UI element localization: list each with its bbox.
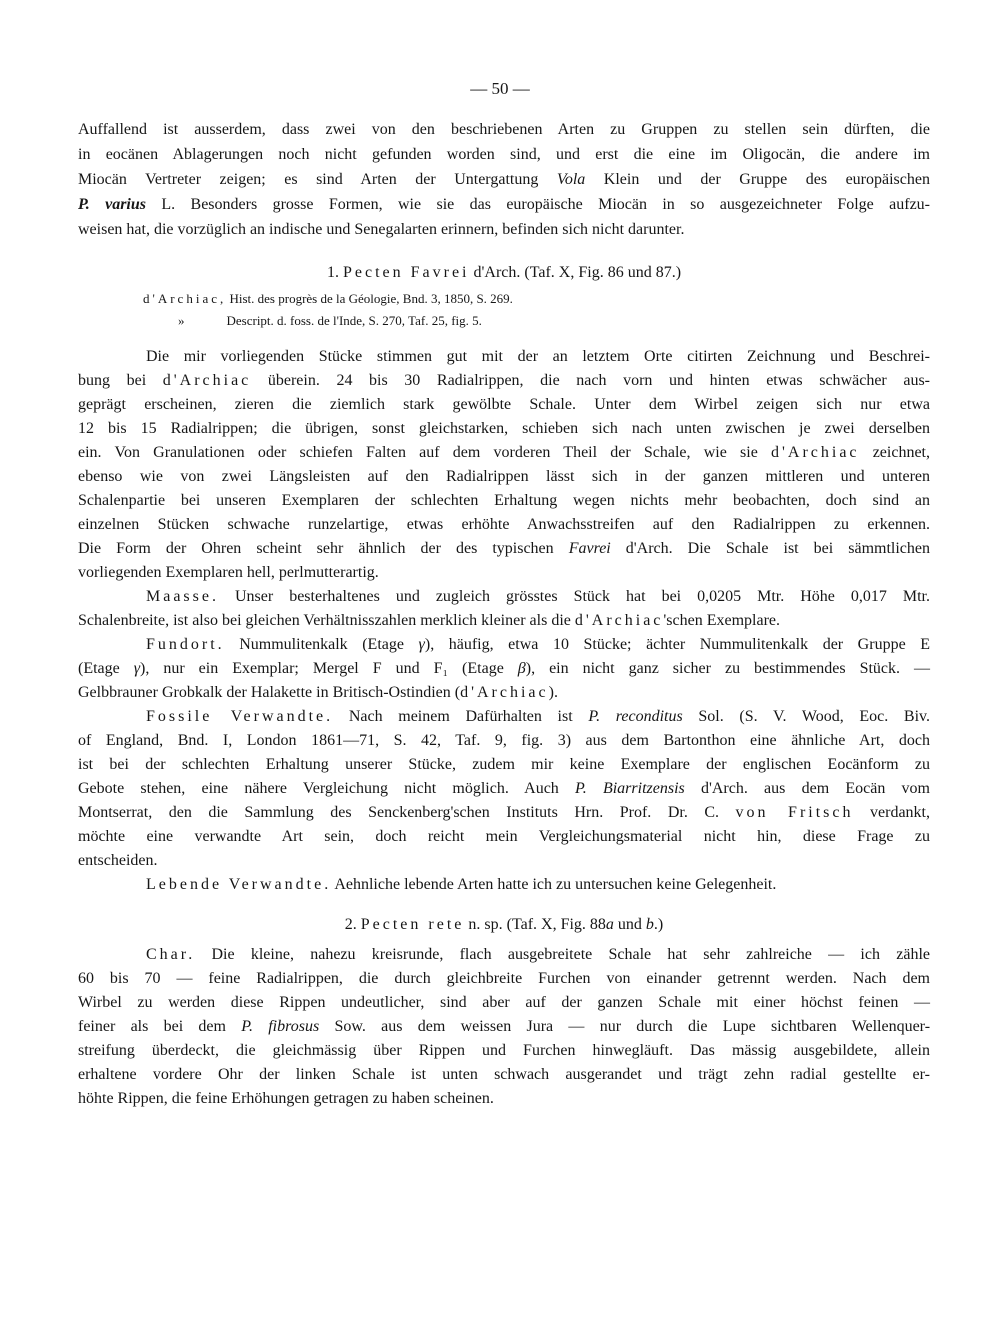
text-line: Die Form der Ohren scheint sehr ähnlich der des typischen Favrei d'Arch. Die Schale ist bei sämmtlichen xyxy=(78,540,930,557)
text-line: P. varius L. Besonders grosse Formen, wie sie das europäische Miocän in so ausgezeichneter Folge aufzu- xyxy=(78,196,931,213)
text-line: möchte eine verwandte Art sein, doch reicht mein Vergleichungsmaterial nicht hin, diese Frage zu xyxy=(78,828,930,845)
text-line: geprägt erscheinen, zieren die ziemlich stark gewölbte Schale. Unter dem Wirbel zeigen sich nur etwa xyxy=(78,396,930,413)
species-heading: 2. Pecten rete n. sp. (Taf. X, Fig. 88a und b.) xyxy=(344,916,664,933)
text-line: Schalenpartie bei unseren Exemplaren der schlechten Erhaltung wegen nichts mehr beobachten, doch sind an xyxy=(78,492,930,509)
text-line: Montserrat, den die Sammlung des Senckenberg'schen Instituts Hrn. Prof. Dr. C. von Fritsch verdankt, xyxy=(78,804,930,821)
text-line: ist bei der schlechten Erhaltung unserer Stücke, zudem mir keine Exemplare der englischen Eocänform zu xyxy=(78,756,930,773)
text-line: einzelnen Stücken schwache runzelartige, etwas erhöhte Anwachsstreifen auf den Radialrippen zu erkennen. xyxy=(78,516,930,533)
text-line: of England, Bnd. I, London 1861—71, S. 42, Taf. 9, fig. 3) aus dem Bartonthon eine ähnliche Art, doch xyxy=(78,732,930,749)
text-line: Gebote stehen, eine nähere Vergleichung nicht möglich. Auch P. Biarritzensis d'Arch. aus dem Eocän vom xyxy=(78,780,930,797)
text-line: Miocän Vertreter zeigen; es sind Arten der Untergattung Vola Klein und der Gruppe des europäischen xyxy=(78,171,930,188)
text-line: vorliegenden Exemplaren hell, perlmutterartig. xyxy=(78,564,379,581)
text-line: ebenso wie von zwei Längsleisten auf den Radialrippen lässt sich in der ganzen mittleren und unteren xyxy=(78,468,930,485)
text-line: Fossile Verwandte. Nach meinem Dafürhalten ist P. reconditus Sol. (S. V. Wood, Eoc. Biv. xyxy=(146,708,931,725)
text-line: Lebende Verwandte. Aehnliche lebende Arten hatte ich zu untersuchen keine Gelegenheit. xyxy=(146,876,777,893)
page-number: — 50 — xyxy=(470,79,530,98)
reference-line: » Descript. d. foss. de l'Inde, S. 270, Taf. 25, fig. 5. xyxy=(178,313,482,328)
species-heading: 1. Pecten Favrei d'Arch. (Taf. X, Fig. 86 und 87.) xyxy=(326,264,682,281)
text-line: höhte Rippen, die feine Erhöhungen getragen zu haben scheinen. xyxy=(78,1090,494,1107)
text-line: Fundort. Nummulitenkalk (Etage γ), häufig, etwa 10 Stücke; ächter Nummulitenkalk der Gruppe E xyxy=(146,636,931,653)
text-line: Auffallend ist ausserdem, dass zwei von den beschriebenen Arten zu Gruppen zu stellen sein dürften, die xyxy=(78,121,930,138)
text-line: streifung überdeckt, die gleichmässig über Rippen und Furchen hinwegläuft. Das mässig ausgebildete, allein xyxy=(78,1042,930,1059)
text-line: entscheiden. xyxy=(78,852,158,869)
text-line: Gelbbrauner Grobkalk der Halakette in Britisch-Ostindien (d'Archiac). xyxy=(78,684,558,701)
text-line: Char. Die kleine, nahezu kreisrunde, flach ausgebreitete Schale hat sehr zahlreiche — ich zähle xyxy=(146,946,930,963)
reference-line: d'Archiac, Hist. des progrès de la Géologie, Bnd. 3, 1850, S. 269. xyxy=(143,291,513,306)
text-line: Schalenbreite, ist also bei gleichen Verhältnisszahlen merklich kleiner als die d'Archiac'schen Exemplare. xyxy=(78,612,780,629)
text-line: in eocänen Ablagerungen noch nicht gefunden worden sind, und erst die eine im Oligocän, die andere im xyxy=(78,146,930,163)
text-line: erhaltene vordere Ohr der linken Schale ist unten schwach ausgerandet und trägt zehn radial gestellte er- xyxy=(78,1066,930,1083)
text-line: ein. Von Granulationen oder schiefen Falten auf dem vorderen Theil der Schale, wie sie d'Archiac zeichnet, xyxy=(78,444,931,461)
text-line: Maasse. Unser besterhaltenes und zugleich grösstes Stück hat bei 0,0205 Mtr. Höhe 0,017 Mtr. xyxy=(146,588,930,605)
text-line: Wirbel zu werden diese Rippen undeutlicher, sind aber auf der ganzen Schale mit einer höchst feinen — xyxy=(78,994,930,1011)
text-line: (Etage γ), nur ein Exemplar; Mergel F und F₁ (Etage β), ein nicht ganz sicher zu bestimmendes Stück. — xyxy=(78,660,930,677)
text-line: bung bei d'Archiac überein. 24 bis 30 Radialrippen, die nach vorn und hinten etwas schwächer aus- xyxy=(78,372,930,389)
text-line: 60 bis 70 — feine Radialrippen, die durch gleichbreite Furchen von einander getrennt werden. Nach dem xyxy=(78,970,930,987)
text-line: Die mir vorliegenden Stücke stimmen gut mit der an letztem Orte citirten Zeichnung und Beschrei- xyxy=(146,348,930,365)
text-line: 12 bis 15 Radialrippen; die übrigen, sonst gleichstarken, schieben sich nach unten zwischen je zwei derselben xyxy=(78,420,930,437)
text-line: weisen hat, die vorzüglich an indische und Senegalarten erinnern, befinden sich nicht darunter. xyxy=(78,221,685,238)
text-line: feiner als bei dem P. fibrosus Sow. aus dem weissen Jura — nur durch die Lupe sichtbaren Wellenquer- xyxy=(78,1018,931,1035)
